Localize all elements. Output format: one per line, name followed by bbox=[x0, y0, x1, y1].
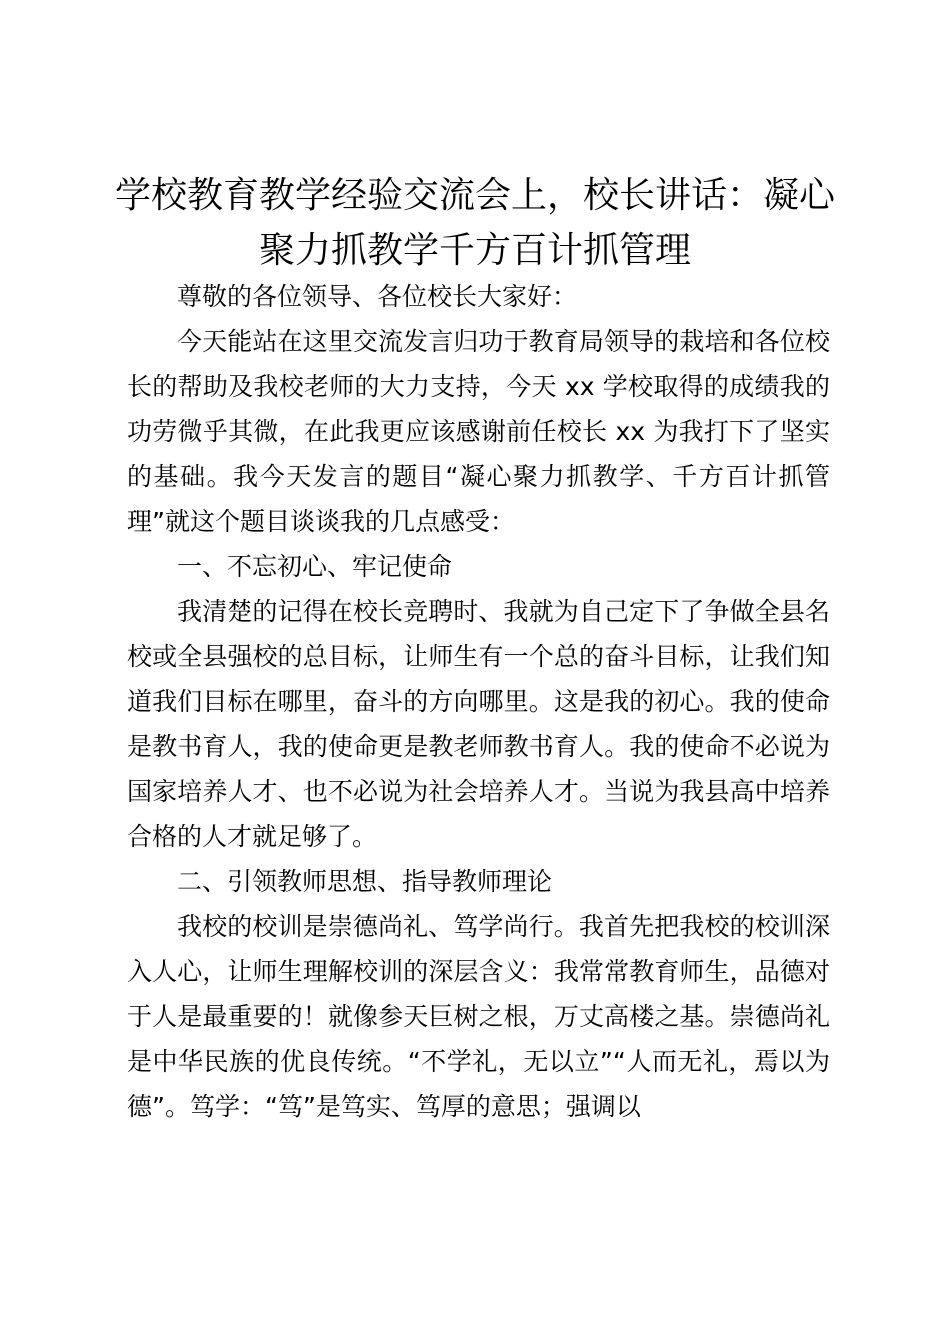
intro-paragraph: 今天能站在这里交流发言归功于教育局领导的栽培和各位校长的帮助及我校老师的大力支持，今天 xx 学校取得的成绩我的功劳微乎其微，在此我更应该感谢前任校长 xx 为我打下了坚实的基础。我今天发言的题目“凝心聚力抓教学、千方百计抓管理”就这个题目谈谈我的几点感受： bbox=[127, 327, 830, 536]
document-body bbox=[127, 274, 830, 1129]
section-heading-2: 二、引领教师思想、指导教师理论 bbox=[177, 867, 553, 896]
document-title: 学校教育教学经验交流会上，校长讲话：凝心聚力抓教学千方百计抓管理 bbox=[114, 175, 835, 271]
greeting-paragraph: 尊敬的各位领导、各位校长大家好： bbox=[177, 282, 578, 311]
section-heading-1: 一、不忘初心、牢记使命 bbox=[177, 552, 453, 581]
section-2-paragraph: 我校的校训是崇德尚礼、笃学尚行。我首先把我校的校训深入人心，让师生理解校训的深层含义：我常常教育师生，品德对于人是最重要的！就像参天巨树之根，万丈高楼之基。崇德尚礼是中华民族的优良传统。“不学礼，无以立”“人而无礼，焉以为德”。笃学：“笃”是笃实、笃厚的意思；强调以 bbox=[127, 912, 830, 1121]
section-1-paragraph: 我清楚的记得在校长竞聘时、我就为自己定下了争做全县名校或全县强校的总目标，让师生有一个总的奋斗目标，让我们知道我们目标在哪里，奋斗的方向哪里。这是我的初心。我的使命是教书育人，我的使命更是教老师教书育人。我的使命不必说为国家培养人才、也不必说为社会培养人才。当说为我县高中培养合格的人才就足够了。 bbox=[127, 597, 830, 851]
